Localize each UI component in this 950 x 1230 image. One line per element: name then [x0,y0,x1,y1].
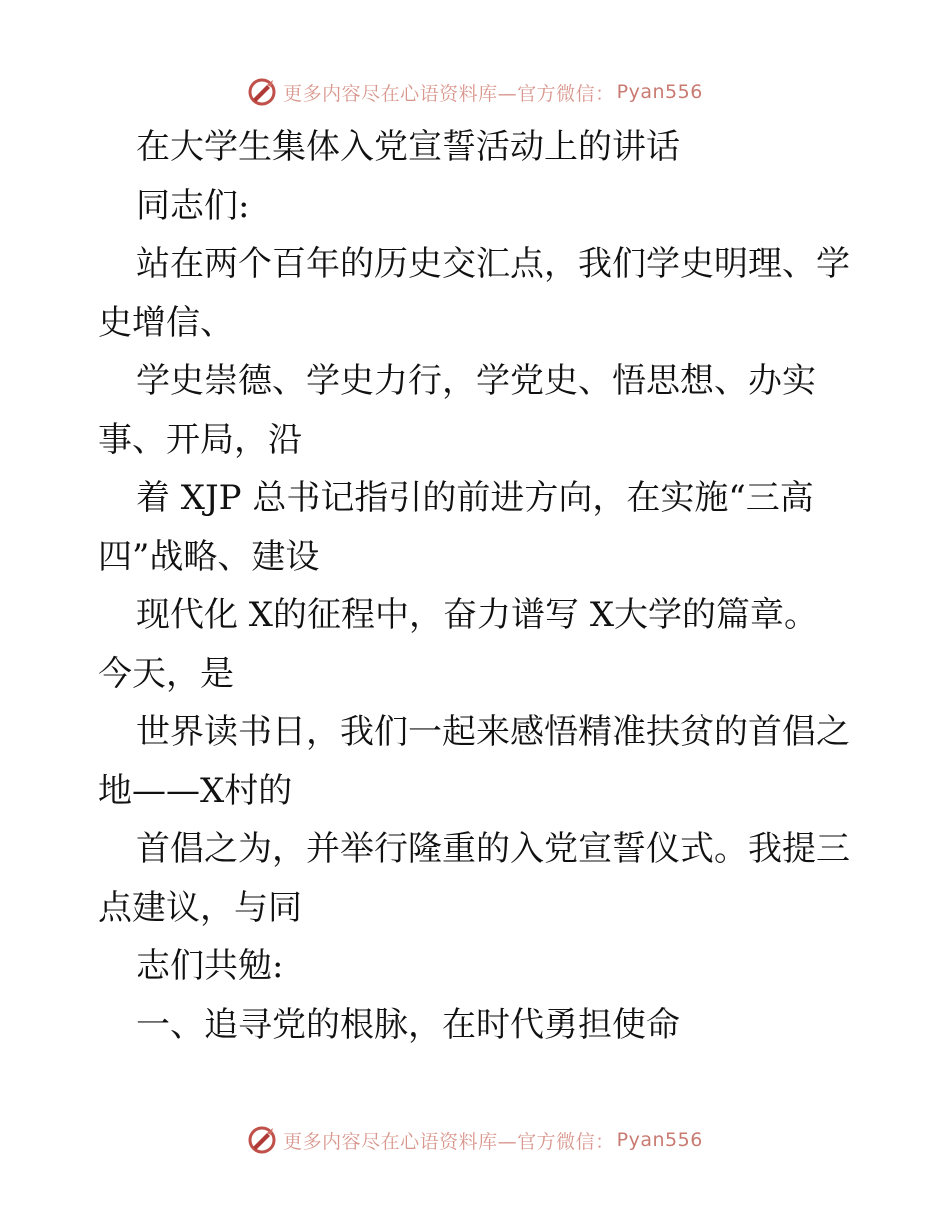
document-body [98,118,898,1054]
paragraph-line: 四”战略、建设 [98,536,320,577]
watermark-wechat-id: Pyan556 [616,81,703,103]
paragraph-line: 事、开局，沿 [98,419,302,460]
paragraph-line: 点建议，与同 [98,887,302,928]
document-title: 在大学生集体入党宣誓活动上的讲话 [136,127,680,167]
paragraph-line: 今天，是 [98,653,234,694]
paragraph-line: 着 XJP 总书记指引的前进方向，在实施“三高 [136,478,814,518]
paragraph-line: 现代化 X的征程中，奋力谱写 X大学的篇章。 [136,595,819,635]
paragraph-line: 地——X村的 [98,770,293,811]
watermark-text: 更多内容尽在心语资料库—官方微信： [283,1130,615,1153]
paragraph-line: 史增信、 [98,302,234,343]
section-heading: 一、追寻党的根脉，在时代勇担使命 [136,1004,680,1045]
footer-watermark [0,1120,950,1160]
watermark-wechat-id: Pyan556 [616,1129,703,1151]
paragraph-line: 首倡之为，并举行隆重的入党宣誓仪式。我提三 [136,829,850,869]
paragraph-line: 世界读书日，我们一起来感悟精准扶贫的首倡之 [136,712,850,752]
paragraph-line: 学史崇德、学史力行，学党史、悟思想、办实 [136,361,816,401]
paragraph-line: 志们共勉: [136,946,284,986]
quill-logo-icon [247,1125,277,1155]
quill-logo-icon [247,77,277,107]
watermark-text: 更多内容尽在心语资料库—官方微信： [283,82,615,105]
paragraph-line: 站在两个百年的历史交汇点，我们学史明理、学 [136,244,850,284]
header-watermark [0,72,950,112]
salutation: 同志们: [136,185,250,226]
